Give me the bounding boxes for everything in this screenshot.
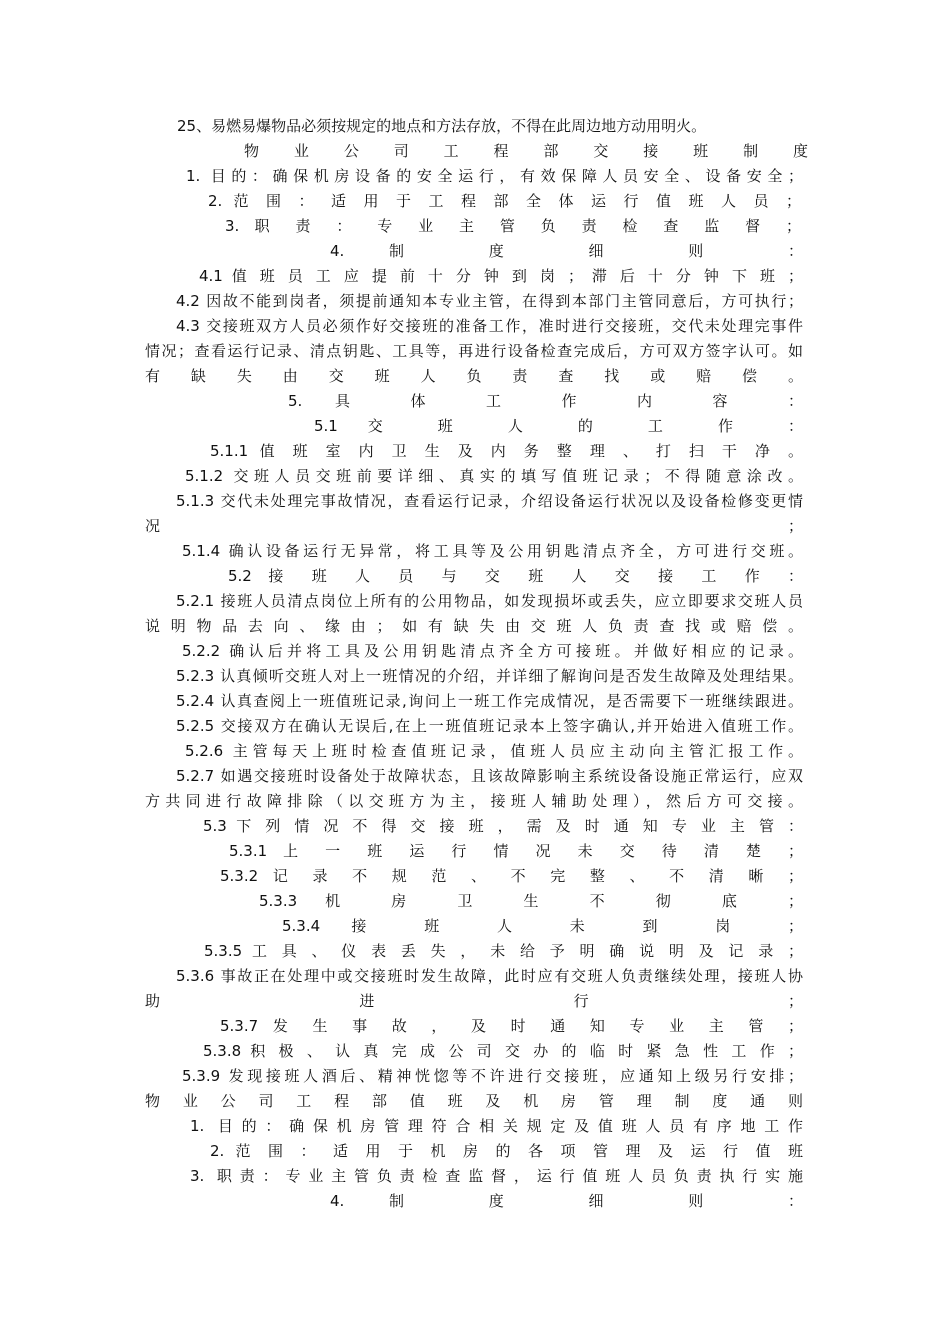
text-line-35: 5.3.6 事故正在处理中或交接班时发生故障，此时应有交班人负责继续处理，接班人协: [176, 967, 803, 985]
text-line-31: 5.3.2 记 录 不 规 范 、 不 完 整 、 不 清 晰 ；: [220, 867, 803, 885]
text-line-11: 有 缺 失 由 交 班 人 负 责 查 找 或 赔 偿 。: [145, 367, 803, 385]
text-line-44: 4. 制 度 细 则 ：: [330, 1192, 803, 1210]
text-line-32: 5.3.3 机 房 卫 生 不 彻 底 ；: [259, 892, 803, 910]
text-line-14: 5.1.1 值 班 室 内 卫 生 及 内 务 整 理 、 打 扫 干 净 。: [210, 442, 803, 460]
text-line-25: 5.2.5 交接双方在确认无误后,在上一班值班记录本上签字确认,并开始进入值班工作。: [176, 717, 803, 735]
text-line-10: 情况；查看运行记录、清点钥匙、工具等，再进行设备检查完成后，方可双方签字认可。如: [145, 342, 803, 360]
text-line-36: 助 进 行 ；: [145, 992, 803, 1010]
text-line-33: 5.3.4 接 班 人 未 到 岗 ；: [282, 917, 803, 935]
text-line-43: 3. 职责：专业主管负责检查监督，运行值班人员负责执行实施: [190, 1167, 803, 1185]
text-line-24: 5.2.4 认真查阅上一班值班记录,询问上一班工作完成情况，是否需要下一班继续跟进。: [176, 692, 803, 710]
text-line-38: 5.3.8 积 极 、 认 真 完 成 公 司 交 办 的 临 时 紧 急 性 工 作 ；: [203, 1042, 803, 1060]
text-line-9: 4.3 交接班双方人员必须作好交接班的准备工作，准时进行交接班，交代未处理完事件: [176, 317, 803, 335]
text-line-23: 5.2.3 认真倾听交班人对上一班情况的介绍，并详细了解询问是否发生故障及处理结果。: [176, 667, 803, 685]
text-line-13: 5.1 交 班 人 的 工 作 ：: [314, 417, 803, 435]
text-line-21: 说明物品去向、缘由；如有缺失由交班人负责查找或赔偿。: [145, 617, 803, 635]
text-line-34: 5.3.5 工 具 、 仪 表 丢 失 ， 未 给 予 明 确 说 明 及 记 录 ；: [204, 942, 803, 960]
text-line-42: 2. 范 围 ： 适 用 于 机 房 的 各 项 管 理 及 运 行 值 班: [210, 1142, 803, 1160]
text-line-15: 5.1.2 交班人员交班前要详细、真实的填写值班记录；不得随意涂改。: [185, 467, 803, 485]
text-line-1: 25、易燃易爆物品必须按规定的地点和方法存放，不得在此周边地方动用明火。: [177, 117, 707, 135]
text-line-3: 1. 目的：确保机房设备的安全运行，有效保障人员安全、设备安全；: [186, 167, 803, 185]
text-line-19: 5.2 接 班 人 员 与 交 班 人 交 接 工 作 ：: [228, 567, 803, 585]
text-line-26: 5.2.6 主管每天上班时检查值班记录，值班人员应主动向主管汇报工作。: [185, 742, 803, 760]
text-line-20: 5.2.1 接班人员清点岗位上所有的公用物品，如发现损坏或丢失，应立即要求交班人员: [176, 592, 803, 610]
text-line-18: 5.1.4 确认设备运行无异常，将工具等及公用钥匙清点齐全，方可进行交班。: [182, 542, 803, 560]
text-line-7: 4.1 值 班 员 工 应 提 前 十 分 钟 到 岗 ； 滞 后 十 分 钟 下 班 ；: [199, 267, 803, 285]
text-line-6: 4. 制 度 细 则 ：: [330, 242, 803, 260]
text-line-12: 5. 具 体 工 作 内 容 ：: [288, 392, 803, 410]
section-title-handover: 物 业 公 司 工 程 部 交 接 班 制 度: [244, 142, 808, 160]
text-line-17: 况 ；: [145, 517, 803, 535]
section-title-duty-room: 物 业 公 司 工 程 部 值 班 及 机 房 管 理 制 度 通 则: [145, 1092, 803, 1110]
text-line-4: 2. 范 围 ： 适 用 于 工 程 部 全 体 运 行 值 班 人 员 ；: [208, 192, 801, 210]
text-line-16: 5.1.3 交代未处理完事故情况，查看运行记录，介绍设备运行状况以及设备检修变更情: [176, 492, 803, 510]
text-line-39: 5.3.9 发现接班人酒后、精神恍惚等不许进行交接班，应通知上级另行安排；: [182, 1067, 803, 1085]
text-line-5: 3. 职 责 ： 专 业 主 管 负 责 检 查 监 督 ；: [225, 217, 801, 235]
text-line-22: 5.2.2 确认后并将工具及公用钥匙清点齐全方可接班。并做好相应的记录。: [182, 642, 803, 660]
text-line-28: 方共同进行故障排除（以交班方为主，接班人辅助处理），然后方可交接。: [145, 792, 803, 810]
text-line-8: 4.2 因故不能到岗者，须提前通知本专业主管，在得到本部门主管同意后，方可执行；: [176, 292, 803, 310]
text-line-30: 5.3.1 上 一 班 运 行 情 况 未 交 待 清 楚 ；: [229, 842, 803, 860]
text-line-41: 1. 目的：确保机房管理符合相关规定及值班人员有序地工作: [190, 1117, 803, 1135]
text-line-37: 5.3.7 发 生 事 故 ， 及 时 通 知 专 业 主 管 ；: [220, 1017, 803, 1035]
text-line-27: 5.2.7 如遇交接班时设备处于故障状态，且该故障影响主系统设备设施正常运行，应双: [176, 767, 803, 785]
text-line-29: 5.3 下 列 情 况 不 得 交 接 班 ， 需 及 时 通 知 专 业 主 管 ：: [203, 817, 803, 835]
